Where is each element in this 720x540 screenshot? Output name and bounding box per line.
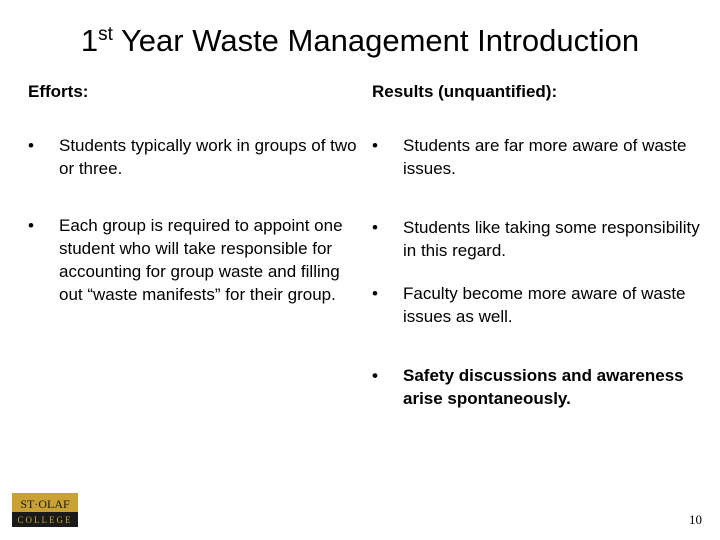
- results-heading: Results (unquantified):: [372, 82, 558, 101]
- results-item-text: Faculty become more aware of waste issues as well.: [403, 284, 686, 326]
- efforts-item-text: Students typically work in groups of two or three.: [59, 136, 357, 178]
- st-olaf-logo: [12, 493, 78, 527]
- bullet-dot: •: [372, 218, 378, 237]
- bullet-dot: •: [372, 136, 378, 155]
- efforts-item: [28, 214, 358, 306]
- logo-line1: ST·OLAF: [20, 497, 70, 511]
- logo-line2: COLLEGE: [17, 515, 73, 525]
- title-rest: Year Waste Management Introduction: [112, 23, 640, 58]
- results-column: [372, 80, 717, 446]
- slide-title: [0, 22, 720, 60]
- efforts-column: [28, 80, 358, 340]
- efforts-item-text: Each group is required to appoint one student who will take responsible for accounting for group waste and filling out “waste manifests” for their group.: [59, 216, 343, 304]
- bullet-dot: •: [372, 366, 378, 385]
- results-item-text: Safety discussions and awareness arise spontaneously.: [403, 366, 684, 408]
- efforts-item: [28, 134, 358, 180]
- bullet-dot: •: [28, 216, 34, 235]
- results-item: [372, 364, 717, 410]
- results-item: [372, 134, 717, 180]
- efforts-heading: Efforts:: [28, 82, 89, 101]
- title-prefix: 1: [80, 23, 99, 58]
- results-item-text: Students are far more aware of waste issues.: [403, 136, 687, 178]
- results-item-text: Students like taking some responsibility in this regard.: [403, 218, 700, 260]
- bullet-dot: •: [372, 284, 378, 303]
- page-number: 10: [689, 512, 702, 527]
- results-item: [372, 216, 717, 262]
- bullet-dot: •: [28, 136, 34, 155]
- title-superscript: st: [98, 24, 113, 45]
- results-item: [372, 282, 717, 328]
